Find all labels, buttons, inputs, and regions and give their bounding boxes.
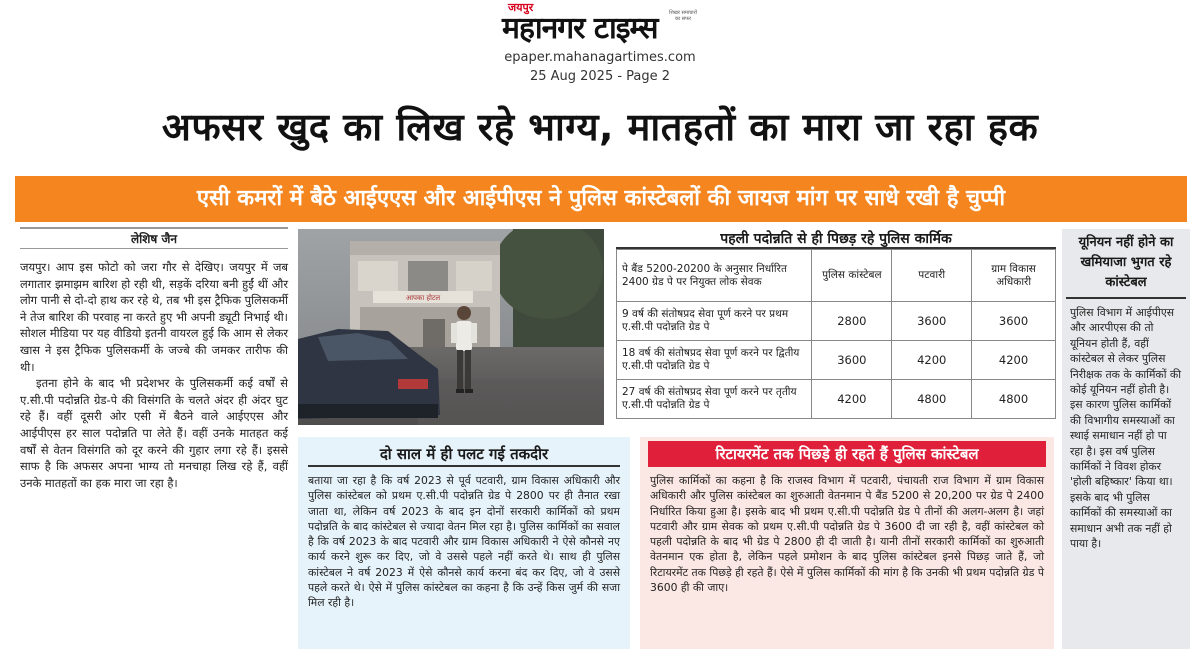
epaper-url[interactable]: epaper.mahanagartimes.com: [504, 50, 696, 65]
newspaper-logo: महानगर टाइम्स: [502, 11, 658, 46]
two-years-story-title: दो साल में ही पलट गई तकदीर: [308, 441, 620, 467]
subheadline-band: एसी कमरों में बैठे आईएएस और आईपीएस ने पुलिस कांस्टेबलों की जायज मांग पर साधे रखी है चुप्पी: [15, 176, 1187, 222]
table-cell: 4800: [892, 380, 972, 419]
edition-date-page: 25 Aug 2025 - Page 2: [529, 69, 671, 84]
retirement-story-box: [640, 437, 1054, 649]
table-row: [617, 302, 1056, 341]
table-cell: 4200: [892, 341, 972, 380]
sidebar-body: पुलिस विभाग में आईपीएस और आरपीएस की तो यूनियन होती हैं, वहीं कांस्टेबल से लेकर पुलिस निरीक्षक तक के कार्मिकों की कोई यूनियन नहीं होती है। इस कारण पुलिस कार्मिकों की विभागीय समस्याओं का स्थाई समाधान नहीं हो पा रहा है। इस वर्ष पुलिस कार्मिकों ने विवश होकर 'होली बहिष्कार' किया था। इसके बाद भी पुलिस कार्मिकों की समस्याओं का समाधान अभी तक नहीं हो पाया है।: [1070, 306, 1182, 551]
two-years-story-box: [298, 437, 630, 649]
pay-grade-table: [616, 249, 1056, 419]
union-sidebar-box: [1062, 229, 1190, 649]
table-cell: 27 वर्ष की संतोषप्रद सेवा पूर्ण करने पर तृतीय ए.सी.पी पदोन्नति ग्रेड पे: [617, 380, 812, 419]
lead-paragraph-2: इतना होने के बाद भी प्रदेशभर के पुलिसकर्मी कई वर्षों से ए.सी.पी पदोन्नति ग्रेड-पे की विसंगति के चलते अंदर ही अंदर घुट रहे हैं। वहीं दूसरी ओर एसी में बैठने वाले आईएएस और आईपीएस हर साल पदोन्नति पा लेते हैं। वहीं उनके मातहत कई वर्षों से वेतन विसंगति को दूर करने की गुहार लगा रहे हैं। इससे साफ है कि अफसर अपना भाग्य तो मनचाहा लिख रहे हैं, वहीं उनके मातहतों का हक मारा जा रहा है।: [20, 376, 288, 490]
table-header-cell: पुलिस कांस्टेबल: [812, 250, 892, 302]
table-cell: 3600: [892, 302, 972, 341]
table-cell: 9 वर्ष की संतोषप्रद सेवा पूर्ण करने पर प्रथम ए.सी.पी पदोन्नति ग्रेड पे: [617, 302, 812, 341]
byline: लेशिष जैन: [20, 227, 288, 249]
retirement-story-title: रिटायरमेंट तक पिछड़े ही रहते हैं पुलिस कांस्टेबल: [648, 441, 1046, 467]
masthead-tagline: शिखर समाचारों का सफर: [669, 10, 697, 22]
masthead: [0, 0, 1200, 95]
sidebar-title: यूनियन नहीं होने का खमियाजा भुगत रहे कांस्टेबल: [1066, 229, 1186, 299]
table-row: [617, 341, 1056, 380]
pay-table-title: पहली पदोन्नति से ही पिछड़ रहे पुलिस कार्मिक: [616, 229, 1056, 249]
masthead-city: जयपुर: [508, 1, 534, 14]
building-sign-text: आपका होटल: [405, 294, 441, 302]
photo-illustration: [298, 229, 604, 425]
table-cell: 3600: [812, 341, 892, 380]
two-years-story-body: बताया जा रहा है कि वर्ष 2023 से पूर्व पटवारी, ग्राम विकास अधिकारी और पुलिस कांस्टेबल को प्रथम ए.सी.पी पदोन्नति ग्रेड पे 2800 पर ही तैनात रखा जाता था, लेकिन वर्ष 2023 के बाद इन दोनों सरकारी कार्मिकों को प्रथम पदोन्नति के बाद कांस्टेबल से ज्यादा वेतन मिल रहा है। पुलिस कार्मिकों का सवाल है कि वर्ष 2023 के बाद पटवारी और ग्राम विकास अधिकारी ने ऐसे कौनसे नए कार्य करने शुरू कर दिए, जो वे उससे पहले नहीं करते थे। साथ ही पुलिस कांस्टेबल ने वर्ष 2023 में ऐसे कौनसे कार्य करना बंद कर दिए, जो वे उससे पहले करते थे। ऐसे में पुलिस कांस्टेबल का कहना है कि उन्हें किस जुर्म की सजा मिल रही है।: [308, 474, 620, 610]
lead-paragraph-1: जयपुर। आप इस फोटो को जरा गौर से देखिए। जयपुर में जब लगातार झमाझम बारिश हो रही थी, सड़कें दरिया बनी हुईं थीं और लोग पानी से दो-दो हाथ कर रहे थे, तब भी इस ट्रैफिक पुलिसकर्मी ने तेज बारिश की परवाह ना करते हुए भी अपनी ड्यूटी निभाई थी। सोशल मीडिया पर यह वीडियो इतनी वायरल हुई कि आम से लेकर खास ने इस ट्रैफिक पुलिसकर्मी के जज्बे की जमकर तारीफ की थी।: [20, 260, 288, 374]
table-cell: 4800: [972, 380, 1056, 419]
news-photo-traffic-policeman: [298, 229, 604, 425]
lead-story-column: [20, 227, 288, 647]
table-cell: 4200: [972, 341, 1056, 380]
lead-story-body: [20, 259, 288, 491]
table-cell: 18 वर्ष की संतोषप्रद सेवा पूर्ण करने पर द्वितीय ए.सी.पी पदोन्नति ग्रेड पे: [617, 341, 812, 380]
table-header-cell: पे बैंड 5200-20200 के अनुसार निर्धारित 2400 ग्रेड पे पर नियुक्त लोक सेवक: [617, 250, 812, 302]
table-row: [617, 380, 1056, 419]
table-cell: 3600: [972, 302, 1056, 341]
pay-grade-table-box: [616, 229, 1056, 429]
retirement-story-body: पुलिस कार्मिकों का कहना है कि राजस्व विभाग में पटवारी, पंचायती राज विभाग में ग्राम विकास अधिकारी और पुलिस कांस्टेबल का शुरुआती वेतनमान पे बैंड 5200 से 20,200 पर ग्रेड पे 2400 निर्धारित किया हुआ है। इसके बाद भी प्रथम ए.सी.पी पदोन्नति ग्रेड पे तीनों की अलग-अलग है। जहां पटवारी और ग्राम सेवक को प्रथम ए.सी.पी पदोन्नति ग्रेड पे 3600 दी जा रही है, वहीं कांस्टेबल को पहली पदोन्नति के बाद भी ग्रेड पे 2800 ही दी जाती है। यानी तीनों सरकारी कार्मिकों का शुरुआती वेतनमान एक होता है, लेकिन पहले प्रमोशन के बाद पुलिस कांस्टेबल इनसे पिछड़ जाते हैं, जो रिटायरमेंट तक पिछड़े ही रहते हैं। ऐसे में पुलिस कार्मिकों की मांग है कि उनकी भी प्रथम पदोन्नति ग्रेड पे 3600 ही की जाए।: [650, 474, 1044, 595]
table-header-row: [617, 250, 1056, 302]
table-header-cell: ग्राम विकास अधिकारी: [972, 250, 1056, 302]
table-header-cell: पटवारी: [892, 250, 972, 302]
main-headline: अफसर खुद का लिख रहे भाग्य, मातहतों का मारा जा रहा हक: [161, 105, 1039, 149]
table-cell: 4200: [812, 380, 892, 419]
table-cell: 2800: [812, 302, 892, 341]
